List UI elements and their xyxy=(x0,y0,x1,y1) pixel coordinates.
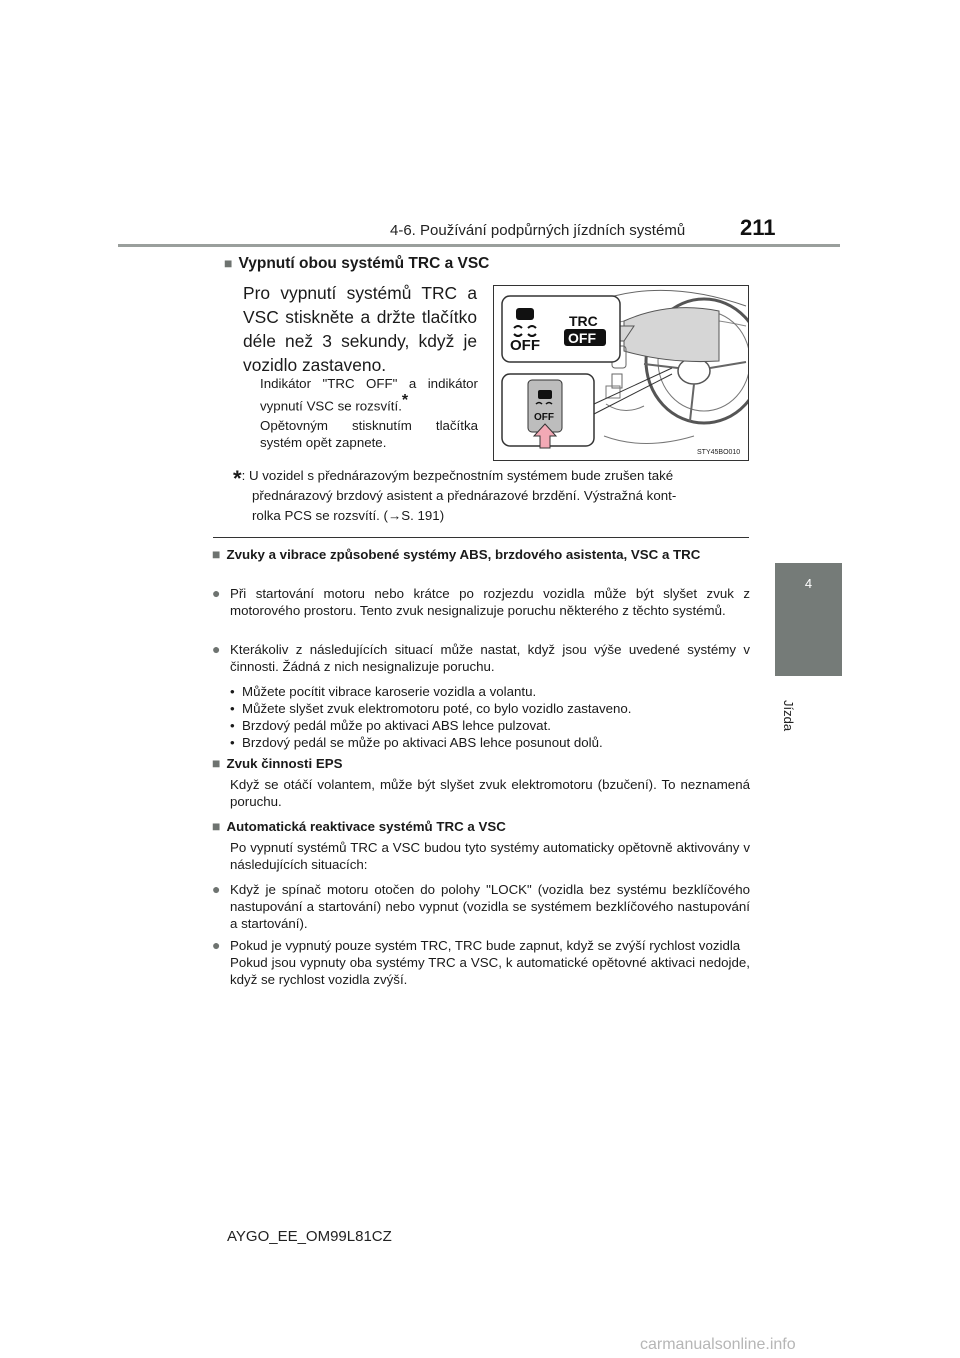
indicator-note xyxy=(260,375,478,451)
chapter-tab-label: Jízda xyxy=(781,700,796,732)
reactivation-bullet-1: Když je spínač motoru otočen do polohy "LOCK" (vozidla bez systému bezklíčového nastupování a startování) nebo vypnut (vozidla se systémem bezklíčového nastupování a startování). xyxy=(230,882,750,931)
reactivation-body: Po vypnutí systémů TRC a VSC budou tyto systémy automaticky opětovně aktivovány v následujících situacích: xyxy=(230,840,750,872)
intro-paragraph: Pro vypnutí systémů TRC a VSC stiskněte a držte tlačítko déle než 3 sekundy, když je vozidlo zastaveno. xyxy=(243,283,477,375)
trc-off-label: OFF xyxy=(568,330,596,346)
section-heading-eps xyxy=(212,755,750,772)
sounds-bullet-1: Při startování motoru nebo krátce po rozjezdu vozidla může být slyšet zvuk z motorového prostoru. Tento zvuk nesignalizuje poruchu některého z těchto systémů. xyxy=(230,586,750,618)
footnote-star: * xyxy=(233,466,242,491)
sounds-bullet-2: Kterákoliv z následujících situací může nastat, když jsou výše uvedené systémy v činnosti. Žádná z nich nesignalizuje poruchu. xyxy=(230,642,750,674)
circle-bullet-icon: ● xyxy=(212,937,221,953)
sounds-title: Zvuky a vibrace způsobené systémy ABS, brzdového asistenta, VSC a TRC xyxy=(226,547,701,562)
footnote-marker: * xyxy=(401,392,409,409)
eps-title: Zvuk činnosti EPS xyxy=(226,756,343,771)
section-heading-text: Vypnutí obou systémů TRC a VSC xyxy=(238,255,490,272)
section-header: 4-6. Používání podpůrných jízdních systémů xyxy=(390,222,686,239)
section-heading-reactivation xyxy=(212,818,750,835)
figure-code: STY45BO010 xyxy=(697,449,741,456)
circle-bullet-icon: ● xyxy=(212,585,221,601)
list-item: • Brzdový pedál se může po aktivaci ABS lehce posunout dolů. xyxy=(230,734,730,751)
button-off-label: OFF xyxy=(534,412,554,423)
circle-bullet-icon: ● xyxy=(212,641,221,657)
dashboard-drawing xyxy=(494,286,748,460)
square-bullet-icon: ■ xyxy=(212,546,221,562)
section-heading-both-off xyxy=(224,255,489,273)
list-item xyxy=(212,585,750,619)
footnote-line-2: přednárazový brzdový asistent a přednárazové brzdění. Výstražná kont- xyxy=(252,488,677,503)
square-bullet-icon: ■ xyxy=(212,818,221,834)
list-item xyxy=(212,881,750,932)
page-number: 211 xyxy=(740,215,776,240)
header-rule xyxy=(118,244,840,247)
square-bullet-icon: ■ xyxy=(224,255,233,271)
footnote xyxy=(233,466,747,526)
section-heading-sounds xyxy=(212,546,750,563)
list-item xyxy=(212,937,750,988)
trc-label: TRC xyxy=(569,313,598,329)
section-divider xyxy=(213,537,749,538)
dashboard-illustration xyxy=(493,285,749,461)
square-bullet-icon: ■ xyxy=(212,755,221,771)
sounds-sub-list xyxy=(230,683,730,751)
footnote-line-1: : U vozidel s přednárazovým bezpečnostním systémem bude zrušen také xyxy=(241,468,674,483)
chapter-tab-number: 4 xyxy=(804,576,813,591)
watermark: carmanualsonline.info xyxy=(640,1336,796,1353)
footnote-line-3: rolka PCS se rozsvítí. (→S. 191) xyxy=(252,508,445,523)
reactivation-bullet-2 xyxy=(230,937,750,988)
vsc-off-label: OFF xyxy=(510,337,540,354)
reactivation-bullet-2a: Pokud je vypnutý pouze systém TRC, TRC bude zapnut, když se zvýší rychlost vozidla xyxy=(230,938,741,953)
eps-body: Když se otáčí volantem, může být slyšet zvuk elektromotoru (bzučení). To neznamená poruchu. xyxy=(230,777,750,809)
reactivation-bullet-2b: Pokud jsou vypnuty oba systémy TRC a VSC, k automatické opětovné aktivaci nedojde, když se rychlost vozidla zvýší. xyxy=(230,955,750,987)
document-code: AYGO_EE_OM99L81CZ xyxy=(227,1228,392,1245)
list-item: • Můžete slyšet zvuk elektromotoru poté, co bylo vozidlo zastaveno. xyxy=(230,700,730,717)
note-text-2: Opětovným stisknutím tlačítka systém opět zapnete. xyxy=(260,418,478,451)
reactivation-title: Automatická reaktivace systémů TRC a VSC xyxy=(226,819,506,834)
list-item: • Můžete pocítit vibrace karoserie vozidla a volantu. xyxy=(230,683,730,700)
note-text-1: Indikátor "TRC OFF" a indikátor vypnutí VSC se rozsvítí. xyxy=(260,376,478,414)
list-item: • Brzdový pedál může po aktivaci ABS lehce pulzovat. xyxy=(230,717,730,734)
circle-bullet-icon: ● xyxy=(212,881,221,897)
list-item xyxy=(212,641,750,675)
